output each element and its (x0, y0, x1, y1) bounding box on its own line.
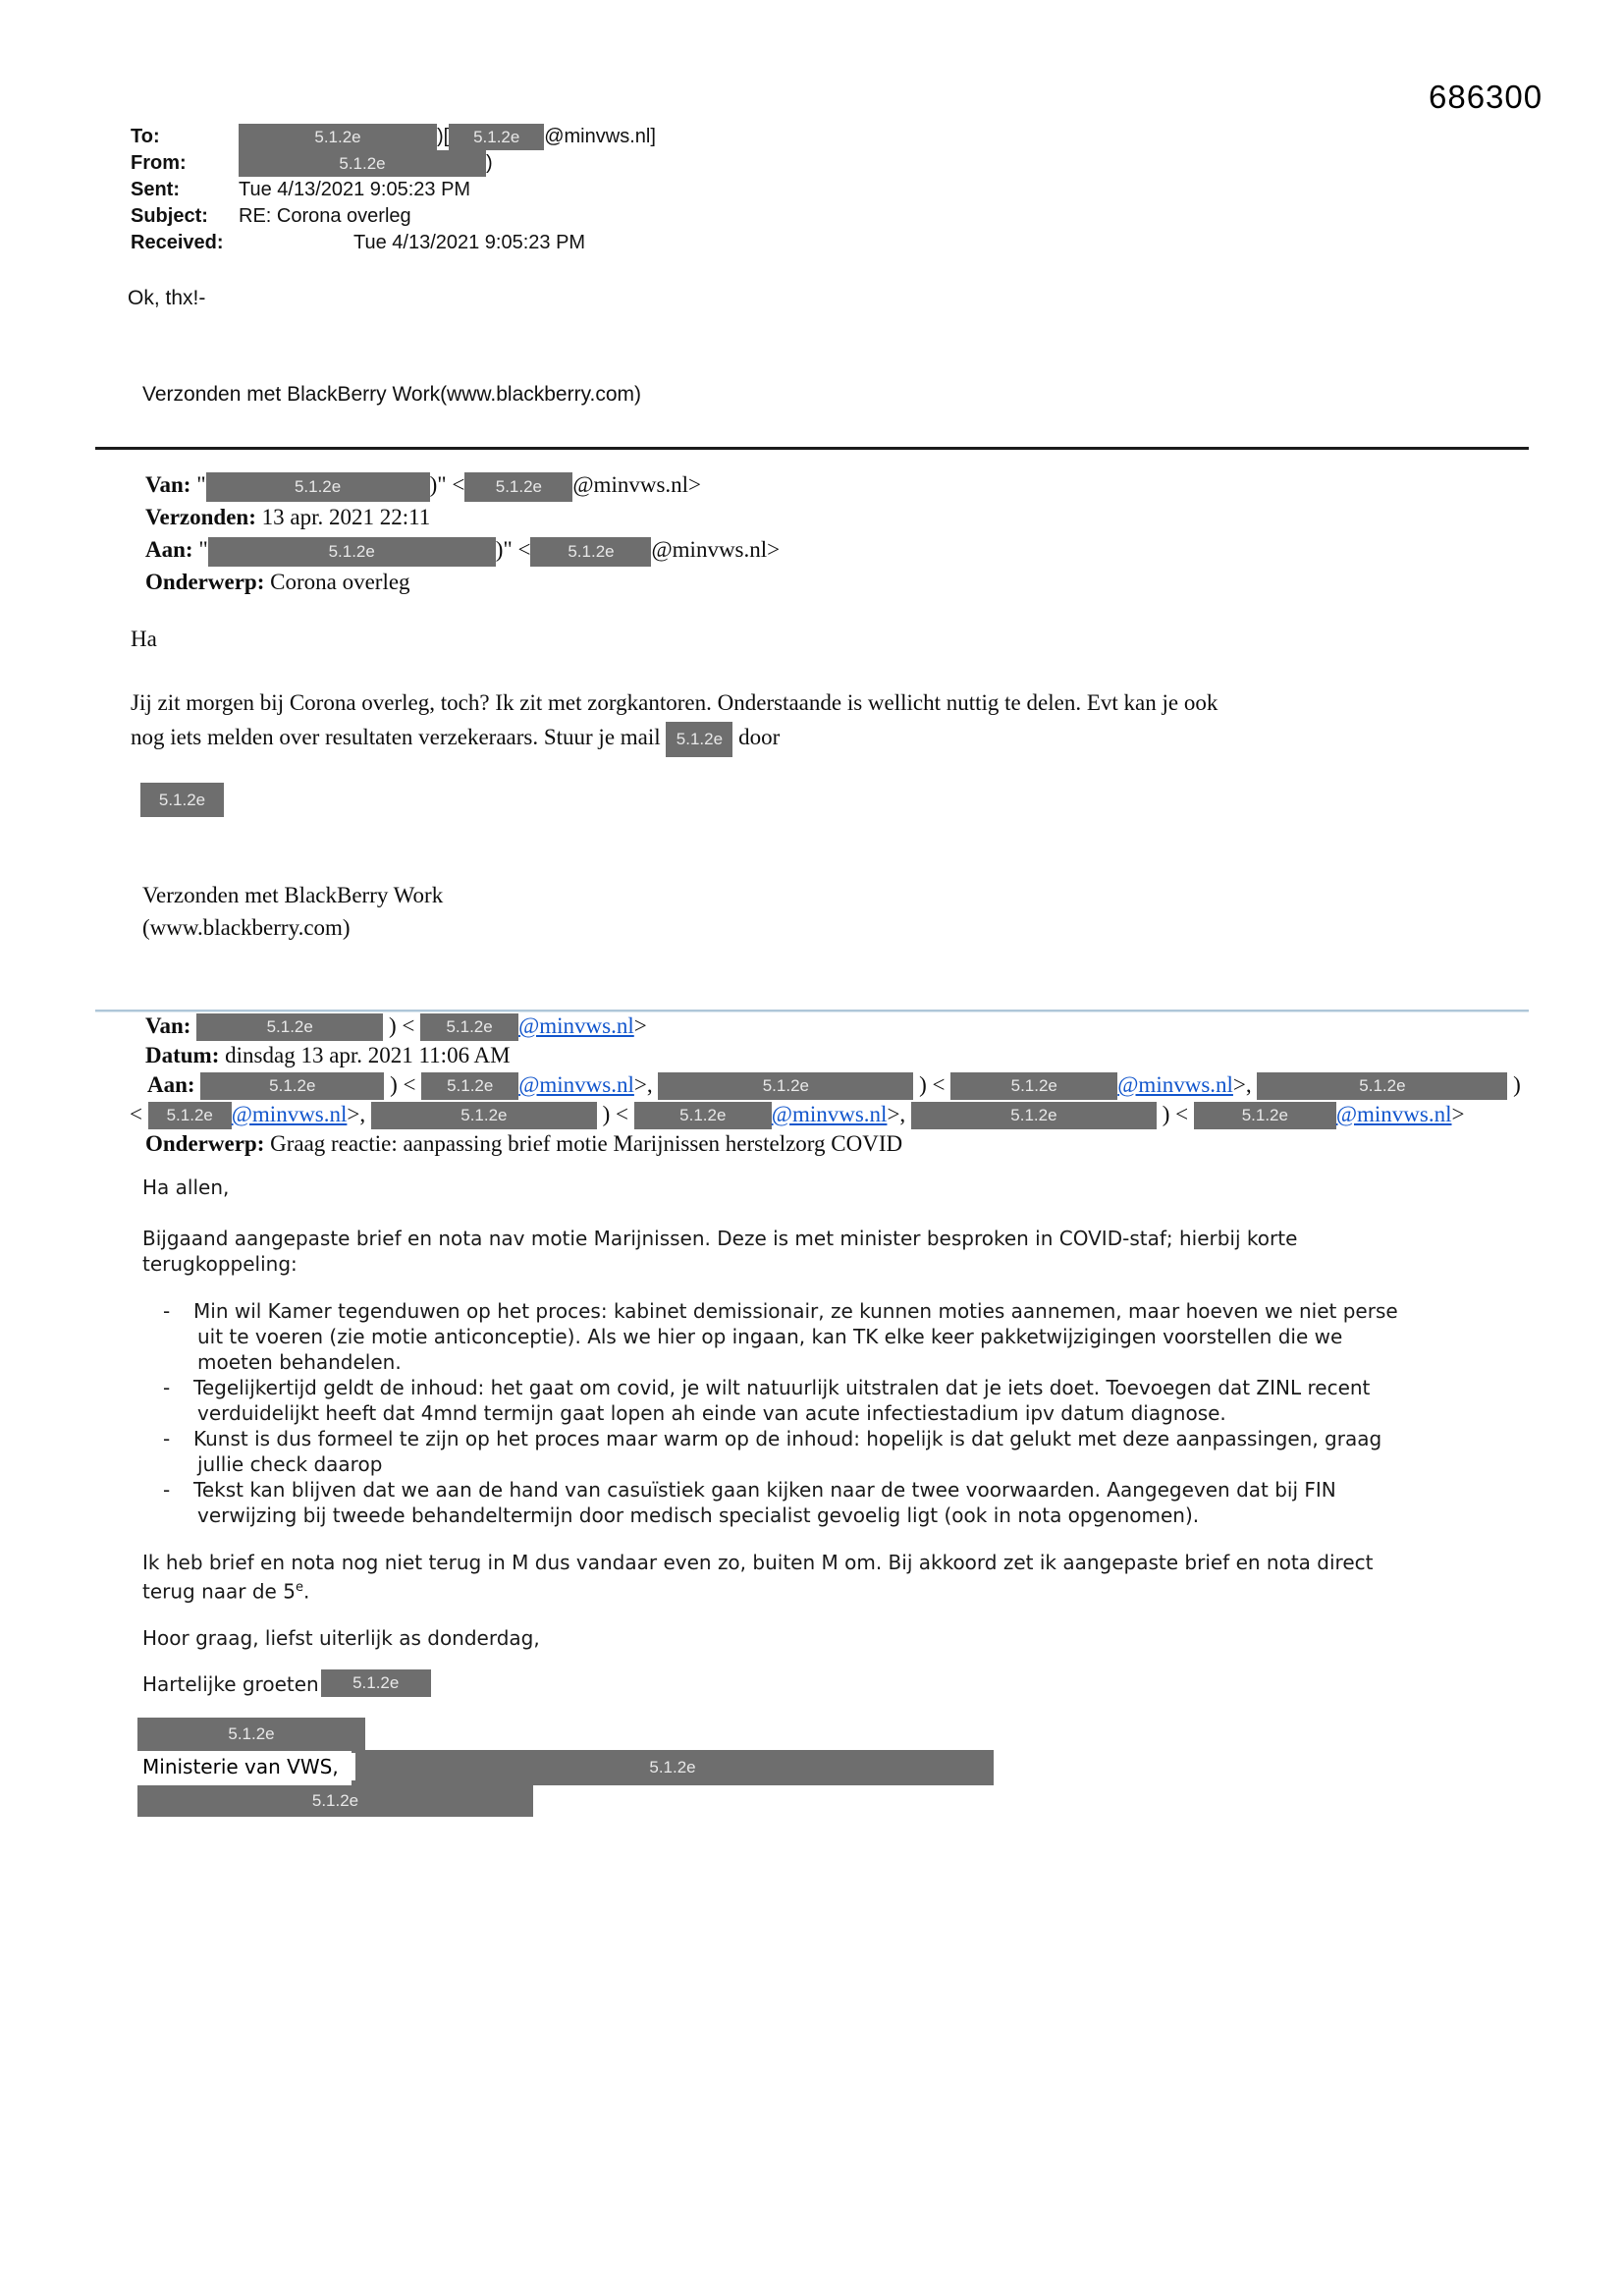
list-item (142, 1477, 1398, 1528)
intro-line2: terugkoppeling: (142, 1252, 298, 1276)
redaction-box: 5.1.2e (208, 537, 496, 567)
bullet-line: verduidelijkt heeft dat 4mnd termijn gaat lopen ah einde van acute infectiestadium ipv datum diagnose. (197, 1401, 1226, 1425)
redaction-box: 5.1.2e (371, 1102, 597, 1129)
bullet-line: Min wil Kamer tegenduwen op het proces: kabinet demissionair, ze kunnen moties aannemen, maar hoeven we niet perse (193, 1299, 1398, 1323)
subject-value: RE: Corona overleg (239, 205, 411, 227)
redaction-box: 5.1.2e (196, 1013, 383, 1041)
email1-received-row (131, 230, 656, 256)
bullet-line: moeten behandelen. (197, 1350, 402, 1374)
gt-comma: >, (1232, 1072, 1252, 1097)
email1-blackberry-footer: Verzonden met BlackBerry Work(www.blackberry.com) (142, 383, 642, 406)
email3-greeting: Ha allen, (142, 1175, 230, 1199)
quote: " (198, 537, 208, 562)
van-domain: @minvws.nl> (572, 472, 702, 497)
gt: > (633, 1013, 647, 1038)
email2-header (145, 468, 780, 598)
bullet-dash: - (163, 1427, 171, 1450)
outro-superscript: e (295, 1580, 303, 1595)
email1-to-row (131, 124, 656, 150)
redaction-box: 5.1.2e (420, 1013, 518, 1041)
subject-label: Subject: (131, 205, 208, 227)
email3-onderwerp-row (145, 1129, 1521, 1159)
outro-dot: . (302, 1579, 310, 1604)
redaction-box: 5.1.2e (140, 783, 224, 817)
signature-ministry: Ministerie van VWS, (137, 1753, 355, 1780)
to-label: To: (131, 126, 160, 147)
quote: " (196, 472, 206, 497)
gt-comma: >, (347, 1102, 366, 1126)
section-divider (95, 447, 1529, 450)
onderwerp-label: Onderwerp: (145, 1131, 265, 1156)
bullet-line: Tekst kan blijven dat we aan de hand van casuïstiek gaan kijken naar de twee voorwaarden. Aangegeven dat bij FIN (193, 1478, 1336, 1502)
email1-sent-row (131, 177, 656, 203)
email3-datum-row (145, 1041, 1521, 1070)
body-line2: nog iets melden over resultaten verzekeraars. Stuur je mail (131, 725, 661, 749)
outro-line1: Ik heb brief en nota nog niet terug in M dus vandaar even zo, buiten M om. Bij akkoord zet ik aangepaste brief en nota direct (142, 1551, 1374, 1574)
email2-body-paragraph (131, 685, 1544, 757)
redaction-box: 5.1.2e (911, 1102, 1157, 1129)
sep: ) < (602, 1102, 629, 1126)
bullet-dash: - (163, 1478, 171, 1502)
close-paren: ) (1513, 1072, 1521, 1097)
sent-label: Sent: (131, 179, 180, 200)
email3-intro (142, 1226, 1297, 1277)
body-line1: Jij zit morgen bij Corona overleg, toch? Ik zit met zorgkantoren. Onderstaande is wellicht nuttig te delen. Evt kan je ook (131, 690, 1218, 715)
email1-subject-row (131, 203, 656, 230)
datum-value: dinsdag 13 apr. 2021 11:06 AM (225, 1043, 511, 1067)
email3-aan-row-line2 (130, 1100, 1521, 1129)
from-suffix: ) (486, 152, 493, 174)
email1-from-row (131, 150, 656, 177)
outro-line2: terug naar de 5 (142, 1579, 296, 1604)
bullet-dash: - (163, 1299, 171, 1323)
redaction-box: 5.1.2e (666, 722, 732, 757)
redaction-box: 5.1.2e (148, 1102, 232, 1129)
mail-link[interactable]: @minvws.nl (518, 1072, 634, 1097)
aan-mid: )" < (495, 537, 531, 562)
list-item (142, 1375, 1398, 1426)
redaction-box: 5.1.2e (421, 1072, 518, 1100)
intro-line1: Bijgaand aangepaste brief en nota nav motie Marijnissen. Deze is met minister besproken in COVID-staf; hierbij korte (142, 1227, 1298, 1250)
redaction-box: 5.1.2e (321, 1669, 431, 1697)
mail-link[interactable]: @minvws.nl (231, 1102, 348, 1126)
redaction-box: 5.1.2e (530, 537, 651, 567)
datum-label: Datum: (145, 1043, 220, 1067)
body-line2-suffix: door (738, 725, 781, 749)
signoff-text: Hartelijke groeten (142, 1672, 319, 1696)
received-label: Received: (131, 232, 224, 253)
redaction-box: 5.1.2e (1257, 1072, 1507, 1100)
document-number: 686300 (1429, 79, 1543, 115)
redaction-box: 5.1.2e (1194, 1102, 1336, 1129)
to-domain: @minvws.nl] (544, 126, 656, 147)
email1-body-text: Ok, thx!- (128, 287, 206, 309)
email2-aan-row (145, 533, 780, 566)
email3-aan-row-line1 (147, 1070, 1521, 1100)
blackberry-line1: Verzonden met BlackBerry Work (142, 883, 444, 907)
redaction-box: 5.1.2e (206, 472, 430, 502)
from-label: From: (131, 152, 187, 174)
van-label: Van: (145, 472, 191, 497)
bullet-line: Tegelijkertijd geldt de inhoud: het gaat om covid, je wilt natuurlijk uitstralen dat je iets doet. Toevoegen dat ZINL recent (193, 1376, 1371, 1399)
redaction-box: 5.1.2e (200, 1072, 384, 1100)
bullet-line: verwijzing bij tweede behandeltermijn door medisch specialist gevoelig ligt (ook in nota opgenomen). (197, 1503, 1200, 1527)
email3-header (130, 1011, 1521, 1159)
gt-comma: >, (887, 1102, 906, 1126)
onderwerp-label: Onderwerp: (145, 570, 265, 594)
aan-label: Aan: (145, 537, 193, 562)
to-separator: )[ (437, 126, 450, 147)
bullet-dash: - (163, 1376, 171, 1399)
van-label: Van: (145, 1013, 191, 1038)
list-item (142, 1426, 1398, 1477)
sep: ) < (390, 1072, 416, 1097)
email3-closing: Hoor graag, liefst uiterlijk as donderdag, (142, 1626, 540, 1650)
received-value: Tue 4/13/2021 9:05:23 PM (353, 232, 586, 253)
redaction-box: 5.1.2e (239, 150, 486, 177)
email2-onderwerp-row (145, 566, 780, 598)
mail-link[interactable]: @minvws.nl (1335, 1102, 1452, 1126)
redaction-box: 5.1.2e (137, 1785, 533, 1817)
sep: ) < (919, 1072, 946, 1097)
gt: > (1451, 1102, 1465, 1126)
email3-signoff (142, 1669, 431, 1697)
redaction-box: 5.1.2e (239, 124, 437, 150)
aan-domain: @minvws.nl> (651, 537, 781, 562)
email2-van-row (145, 468, 780, 501)
redaction-box: 5.1.2e (352, 1750, 994, 1785)
sep: ) < (388, 1013, 415, 1038)
gt-comma: >, (633, 1072, 653, 1097)
email2-verzonden-row (145, 501, 780, 533)
verzonden-value: 13 apr. 2021 22:11 (261, 505, 431, 529)
redaction-box: 5.1.2e (634, 1102, 772, 1129)
bullet-line: jullie check daarop (197, 1452, 383, 1476)
email2-greeting: Ha (131, 627, 157, 651)
mail-link[interactable]: @minvws.nl (518, 1013, 634, 1038)
sep: ) < (1162, 1102, 1189, 1126)
redaction-box: 5.1.2e (449, 124, 544, 150)
email2-blackberry-footer (142, 879, 443, 944)
blackberry-line2: (www.blackberry.com) (142, 915, 351, 940)
redaction-box: 5.1.2e (658, 1072, 913, 1100)
email3-bullet-list (142, 1298, 1398, 1528)
lt: < (130, 1102, 142, 1126)
aan-label: Aan: (147, 1072, 195, 1097)
mail-link[interactable]: @minvws.nl (771, 1102, 888, 1126)
email1-header (131, 124, 656, 256)
email3-outro (142, 1550, 1373, 1605)
onderwerp-value: Graag reactie: aanpassing brief motie Marijnissen herstelzorg COVID (270, 1131, 903, 1156)
mail-link[interactable]: @minvws.nl (1117, 1072, 1233, 1097)
van-mid: )" < (429, 472, 465, 497)
onderwerp-value: Corona overleg (270, 570, 410, 594)
redaction-box: 5.1.2e (137, 1718, 365, 1751)
bullet-line: Kunst is dus formeel te zijn op het proces maar warm op de inhoud: hopelijk is dat gelukt met deze aanpassingen, graag (193, 1427, 1382, 1450)
verzonden-label: Verzonden: (145, 505, 256, 529)
redaction-box: 5.1.2e (950, 1072, 1117, 1100)
list-item (142, 1298, 1398, 1375)
redaction-box: 5.1.2e (464, 472, 572, 502)
bullet-line: uit te voeren (zie motie anticonceptie). Als we hier op ingaan, kan TK elke keer pakketwijzigingen voorstellen die we (197, 1325, 1343, 1348)
sent-value: Tue 4/13/2021 9:05:23 PM (239, 179, 471, 200)
email3-van-row (145, 1011, 1521, 1041)
